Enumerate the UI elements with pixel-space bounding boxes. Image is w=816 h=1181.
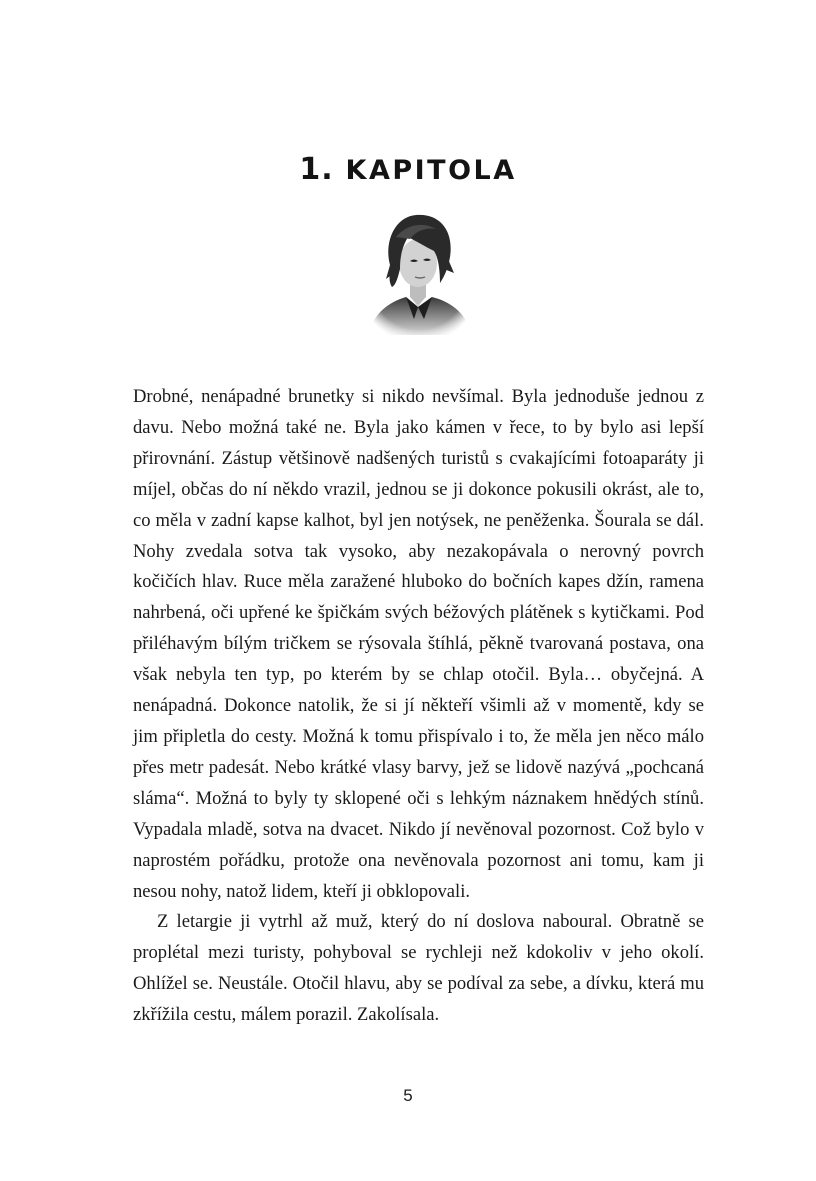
page-number: 5 (403, 1086, 413, 1105)
chapter-body (133, 382, 704, 1031)
chapter-title-text: KAPITOLA (345, 155, 517, 186)
paragraph: Z letargie ji vytrhl až muž, který do ní doslova naboural. Obratně se proplétal mezi turisty, pohyboval se rychleji než kdokoliv v jeho okolí. Ohlížel se. Neustále. Otočil hlavu, aby se podíval za sebe, a dívku, která mu zkřížila cestu, málem porazil. Zakolísala. (133, 911, 704, 1026)
girl-portrait-illustration (360, 207, 478, 337)
chapter-heading (0, 152, 816, 187)
paragraph: Drobné, nenápadné brunetky si nikdo nevšímal. Byla jednoduše jednou z davu. Nebo možná také ne. Byla jako kámen v řece, to by bylo asi lepší přirovnání. Zástup většinově nadšených turistů s cvakajícími fotoaparáty ji míjel, občas do ní někdo vrazil, jednou se ji dokonce pokusili okrást, ale to, co měla v zadní kapse kalhot, byl jen notýsek, ne peněženka. Šourala se dál. Nohy zvedala sotva tak vysoko, aby nezakopávala o nerovný povrch kočičích hlav. Ruce měla zaražené hluboko do bočních kapes džín, ramena nahrbená, oči upřené ke špičkám svých béžových plátěnek s kytičkami. Pod přiléhavým bílým tričkem se rýsovala štíhlá, pěkně tvarovaná postava, ona však nebyla ten typ, po kterém by se chlap otočil. Byla… obyčejná. A nenápadná. Dokonce natolik, že si jí někteří všimli až v momentě, kdy se jim připletla do cesty. Možná k tomu přispívalo i to, že měla jen něco málo přes metr padesát. Nebo krátké vlasy barvy, jež se lidově nazývá „pochcaná sláma“. Možná to byly ty sklopené oči s lehkým náznakem hnědých stínů. Vypadala mladě, sotva na dvacet. Nikdo jí nevěnoval pozornost. Což bylo v naprostém pořádku, protože ona nevěnovala pozornost ani tomu, kam ji nesou nohy, natož lidem, kteří ji obklopovali. (133, 386, 704, 902)
chapter-number: 1. (299, 152, 334, 187)
